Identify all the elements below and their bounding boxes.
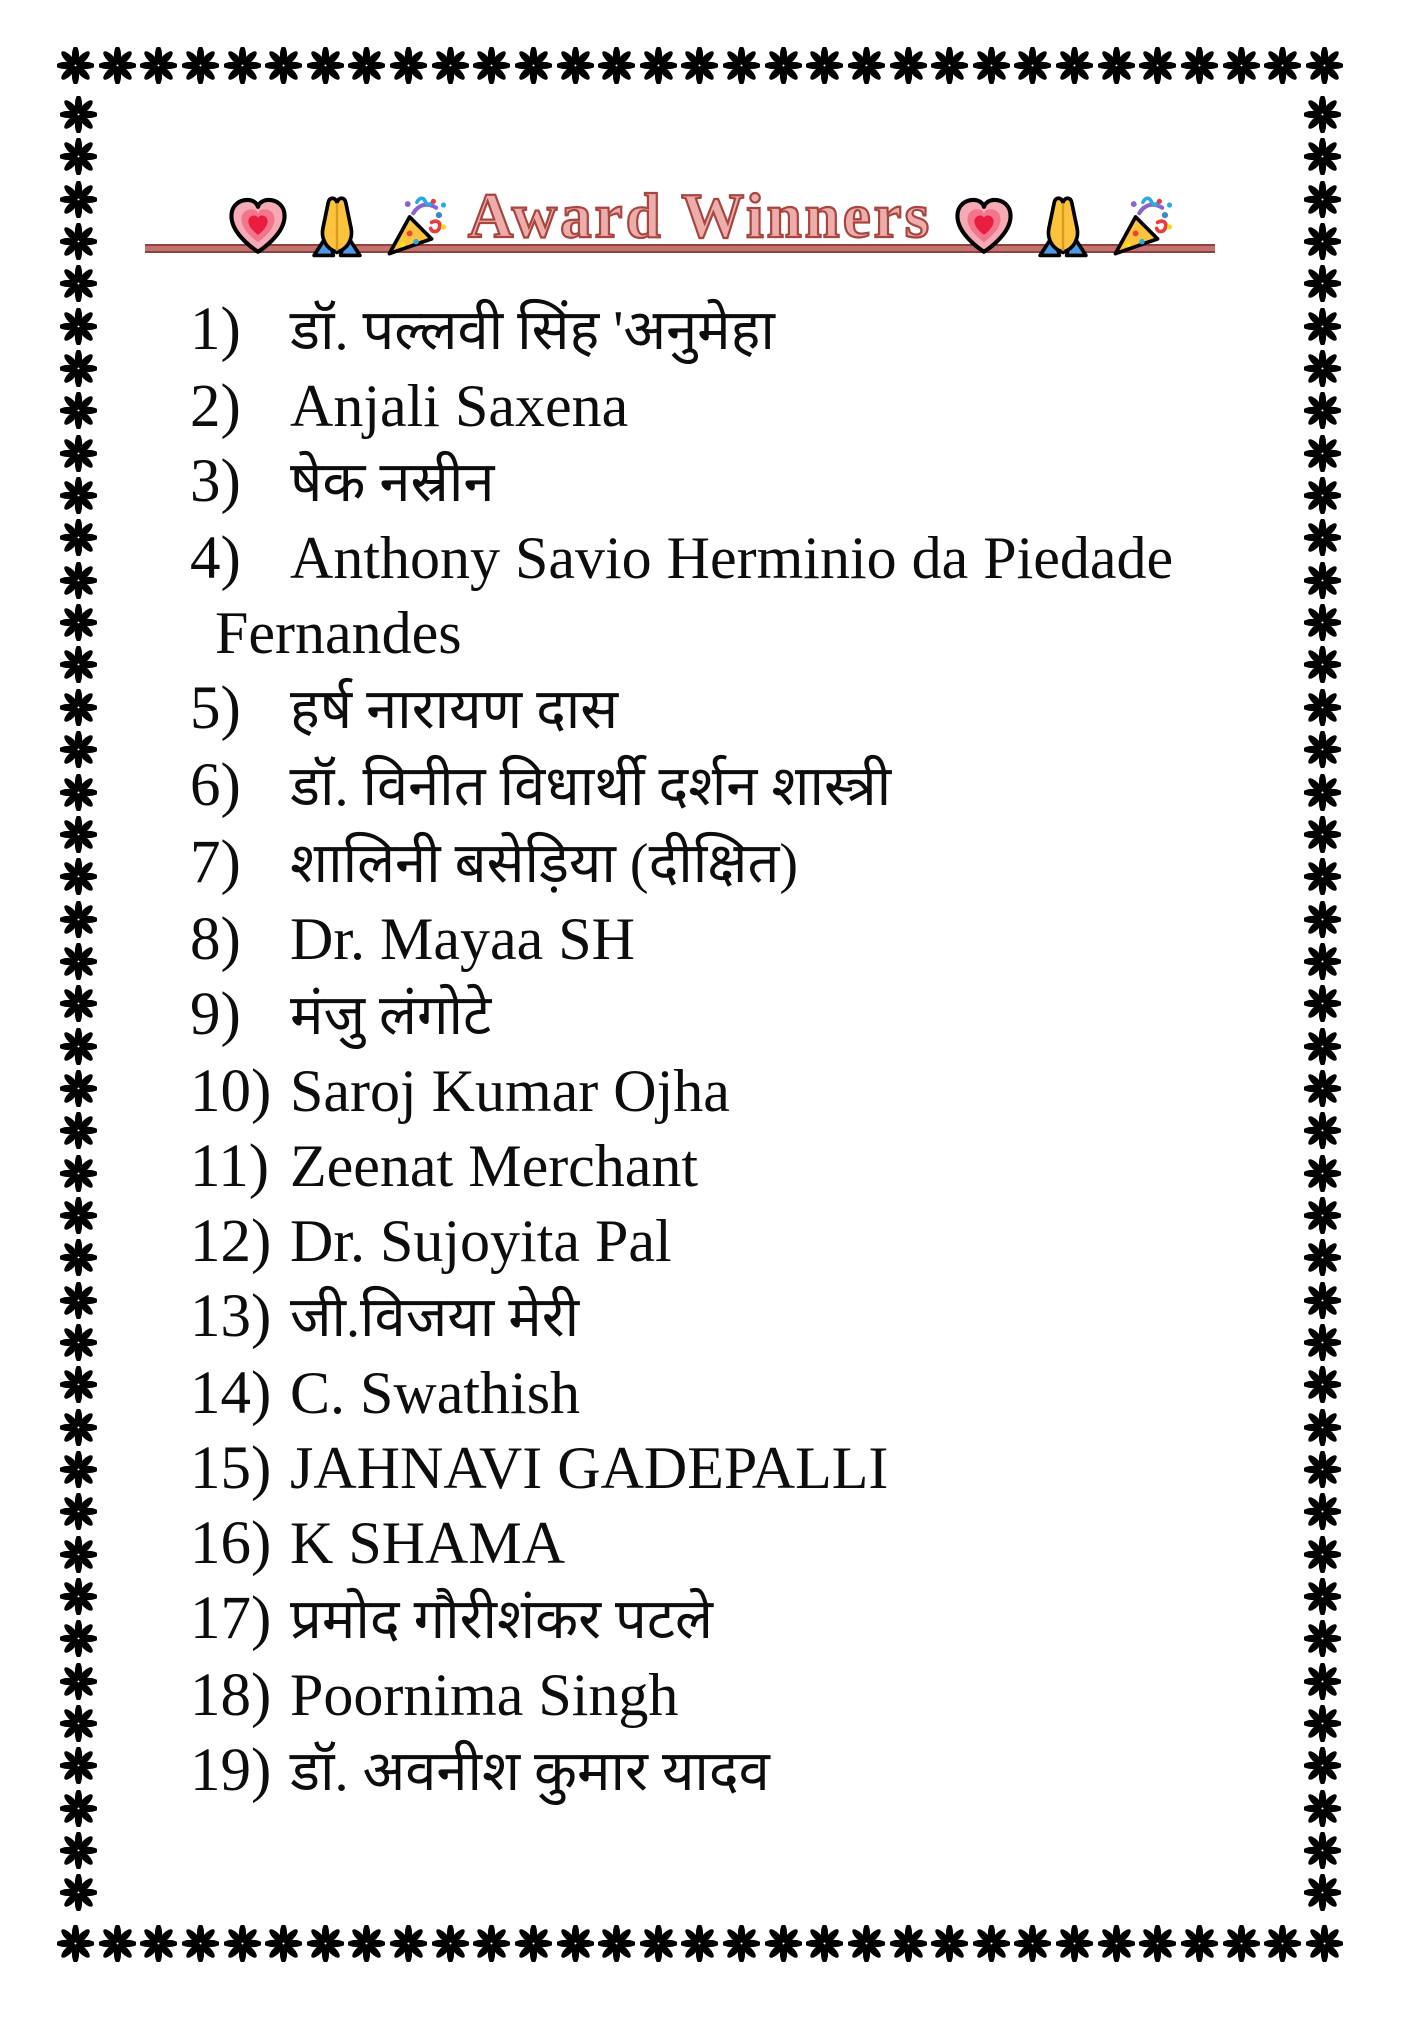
winner-name: जी.विजया मेरी: [290, 1287, 580, 1349]
asterisk-icon: [1304, 1493, 1341, 1530]
asterisk-icon: [1304, 1112, 1341, 1149]
asterisk-icon: [1304, 1747, 1341, 1784]
asterisk-icon: [60, 1747, 97, 1784]
list-item: [190, 1431, 1300, 1506]
asterisk-icon: [60, 1536, 97, 1573]
asterisk-icon: [265, 47, 302, 84]
asterisk-icon: [182, 1925, 219, 1962]
asterisk-icon: [432, 47, 469, 84]
asterisk-icon: [60, 689, 97, 726]
border-bottom: [57, 1922, 1343, 1964]
asterisk-icon: [60, 1409, 97, 1446]
asterisk-icon: [806, 47, 843, 84]
asterisk-icon: [1304, 985, 1341, 1022]
asterisk-icon: [1056, 47, 1093, 84]
asterisk-icon: [60, 96, 97, 133]
growing-heart-icon: [225, 194, 291, 260]
asterisk-icon: [60, 435, 97, 472]
asterisk-icon: [1304, 435, 1341, 472]
asterisk-icon: [60, 350, 97, 387]
party-popper-icon: [383, 194, 449, 260]
asterisk-icon: [390, 1925, 427, 1962]
list-item: [190, 1581, 1300, 1658]
folded-hands-icon: [1030, 194, 1096, 260]
list-item: [190, 748, 1300, 825]
asterisk-icon: [1304, 943, 1341, 980]
list-item: [190, 1279, 1300, 1356]
asterisk-icon: [60, 943, 97, 980]
asterisk-icon: [307, 1925, 344, 1962]
asterisk-icon: [60, 519, 97, 556]
asterisk-icon: [1304, 265, 1341, 302]
asterisk-icon: [99, 47, 136, 84]
item-number: 8): [190, 906, 241, 973]
asterisk-icon: [473, 47, 510, 84]
asterisk-icon: [681, 47, 718, 84]
asterisk-icon: [1304, 1239, 1341, 1276]
asterisk-icon: [60, 816, 97, 853]
party-popper-icon: [1109, 194, 1175, 260]
list-item: [190, 292, 1300, 369]
item-number: 18): [190, 1662, 272, 1729]
asterisk-icon: [1264, 47, 1301, 84]
asterisk-icon: [1304, 1832, 1341, 1869]
asterisk-icon: [1304, 901, 1341, 938]
asterisk-icon: [557, 47, 594, 84]
item-number: 10): [190, 1058, 272, 1125]
winner-name: डॉ. पल्लवी सिंह 'अनुमेहा: [290, 300, 775, 362]
asterisk-icon: [890, 47, 927, 84]
item-number: 12): [190, 1208, 272, 1275]
header: [57, 138, 1343, 252]
winner-name: Zeenat Merchant: [290, 1133, 699, 1199]
asterisk-icon: [973, 1925, 1010, 1962]
list-item: [190, 825, 1300, 902]
asterisk-icon: [224, 1925, 261, 1962]
asterisk-icon: [1223, 47, 1260, 84]
item-number: 15): [190, 1435, 272, 1502]
asterisk-icon: [57, 1925, 94, 1962]
asterisk-icon: [1304, 1366, 1341, 1403]
asterisk-icon: [60, 1663, 97, 1700]
asterisk-icon: [60, 901, 97, 938]
winner-name: डॉ. विनीत विधार्थी दर्शन शास्त्री: [290, 756, 892, 818]
asterisk-icon: [1304, 731, 1341, 768]
asterisk-icon: [1304, 1578, 1341, 1615]
item-number: 14): [190, 1360, 272, 1427]
asterisk-icon: [1304, 562, 1341, 599]
item-number: 4): [190, 525, 241, 592]
asterisk-icon: [806, 1925, 843, 1962]
asterisk-icon: [140, 1925, 177, 1962]
asterisk-icon: [598, 47, 635, 84]
list-item: [190, 1506, 1300, 1581]
item-number: 1): [190, 296, 241, 363]
list-item: [190, 1054, 1300, 1129]
item-number: 5): [190, 675, 241, 742]
asterisk-icon: [1304, 1324, 1341, 1361]
asterisk-icon: [1056, 1925, 1093, 1962]
winner-name: डॉ. अवनीश कुमार यादव: [290, 1741, 770, 1803]
asterisk-icon: [60, 1197, 97, 1234]
winner-name: JAHNAVI GADEPALLI: [290, 1435, 889, 1501]
emoji-group-right: [951, 194, 1175, 252]
asterisk-icon: [1304, 604, 1341, 641]
list-item: [190, 671, 1300, 748]
asterisk-icon: [60, 477, 97, 514]
asterisk-icon: [1304, 1536, 1341, 1573]
winner-name: शालिनी बसेड़िया (दीक्षित): [290, 833, 799, 895]
item-number: 17): [190, 1585, 272, 1652]
asterisk-icon: [60, 1790, 97, 1827]
asterisk-icon: [60, 1620, 97, 1657]
asterisk-icon: [60, 1578, 97, 1615]
asterisk-icon: [60, 1239, 97, 1276]
asterisk-icon: [640, 47, 677, 84]
asterisk-icon: [60, 858, 97, 895]
asterisk-icon: [60, 1282, 97, 1319]
asterisk-icon: [60, 308, 97, 345]
asterisk-icon: [931, 47, 968, 84]
asterisk-icon: [60, 1112, 97, 1149]
asterisk-icon: [390, 47, 427, 84]
list-item: [190, 1204, 1300, 1279]
asterisk-icon: [1304, 96, 1341, 133]
asterisk-icon: [1264, 1925, 1301, 1962]
asterisk-icon: [60, 731, 97, 768]
asterisk-icon: [1304, 858, 1341, 895]
item-number: 13): [190, 1283, 272, 1350]
asterisk-icon: [1304, 1155, 1341, 1192]
asterisk-icon: [473, 1925, 510, 1962]
asterisk-icon: [890, 1925, 927, 1962]
winner-name: Saroj Kumar Ojha: [290, 1058, 730, 1124]
asterisk-icon: [1304, 392, 1341, 429]
asterisk-icon: [1181, 47, 1218, 84]
page-title: Award Winners: [467, 181, 933, 251]
asterisk-icon: [60, 646, 97, 683]
asterisk-icon: [307, 47, 344, 84]
border-right: [1301, 96, 1343, 1912]
asterisk-icon: [1304, 646, 1341, 683]
growing-heart-icon: [951, 194, 1017, 260]
list-item: [190, 1129, 1300, 1204]
asterisk-icon: [515, 1925, 552, 1962]
asterisk-icon: [60, 1493, 97, 1530]
asterisk-icon: [1304, 689, 1341, 726]
asterisk-icon: [1139, 47, 1176, 84]
item-number: 3): [190, 448, 241, 515]
asterisk-icon: [1304, 1409, 1341, 1446]
winner-name: प्रमोद गौरीशंकर पटले: [290, 1589, 714, 1651]
asterisk-icon: [848, 1925, 885, 1962]
winner-name: Anthony Savio Herminio da Piedade Fernandes: [215, 525, 1174, 666]
asterisk-icon: [1304, 1070, 1341, 1107]
item-number: 6): [190, 752, 241, 819]
asterisk-icon: [598, 1925, 635, 1962]
asterisk-icon: [224, 47, 261, 84]
asterisk-icon: [1304, 1663, 1341, 1700]
asterisk-icon: [640, 1925, 677, 1962]
asterisk-icon: [348, 47, 385, 84]
asterisk-icon: [1304, 816, 1341, 853]
asterisk-icon: [60, 1155, 97, 1192]
asterisk-icon: [1304, 774, 1341, 811]
asterisk-icon: [1304, 477, 1341, 514]
asterisk-icon: [1181, 1925, 1218, 1962]
asterisk-icon: [1306, 47, 1343, 84]
asterisk-icon: [60, 604, 97, 641]
asterisk-icon: [1304, 1874, 1341, 1911]
emoji-group-left: [225, 194, 449, 252]
asterisk-icon: [1304, 1705, 1341, 1742]
asterisk-icon: [973, 47, 1010, 84]
winner-name: C. Swathish: [290, 1360, 581, 1426]
asterisk-icon: [1306, 1925, 1343, 1962]
asterisk-icon: [1223, 1925, 1260, 1962]
winner-name: Anjali Saxena: [290, 373, 629, 439]
asterisk-icon: [60, 774, 97, 811]
asterisk-icon: [1098, 47, 1135, 84]
asterisk-icon: [515, 47, 552, 84]
winner-name: Dr. Mayaa SH: [290, 906, 635, 972]
asterisk-icon: [60, 1070, 97, 1107]
winners-list: [190, 292, 1300, 1810]
asterisk-icon: [60, 1832, 97, 1869]
asterisk-icon: [723, 47, 760, 84]
border-top: [57, 44, 1343, 86]
item-number: 11): [190, 1133, 270, 1200]
folded-hands-icon: [304, 194, 370, 260]
list-item: [190, 444, 1300, 521]
asterisk-icon: [848, 47, 885, 84]
asterisk-icon: [1304, 1790, 1341, 1827]
asterisk-icon: [765, 47, 802, 84]
asterisk-icon: [1014, 47, 1051, 84]
list-item: [190, 977, 1300, 1054]
asterisk-icon: [60, 392, 97, 429]
asterisk-icon: [931, 1925, 968, 1962]
asterisk-icon: [1304, 1197, 1341, 1234]
asterisk-icon: [432, 1925, 469, 1962]
asterisk-icon: [348, 1925, 385, 1962]
asterisk-icon: [765, 1925, 802, 1962]
asterisk-icon: [1304, 1282, 1341, 1319]
asterisk-icon: [60, 1366, 97, 1403]
list-item: [190, 369, 1300, 444]
item-number: 7): [190, 829, 241, 896]
asterisk-icon: [60, 1324, 97, 1361]
asterisk-icon: [140, 47, 177, 84]
border-left: [57, 96, 99, 1912]
asterisk-icon: [723, 1925, 760, 1962]
list-item: [190, 521, 1300, 671]
asterisk-icon: [99, 1925, 136, 1962]
asterisk-icon: [557, 1925, 594, 1962]
asterisk-icon: [1304, 519, 1341, 556]
item-number: 19): [190, 1737, 272, 1804]
asterisk-icon: [60, 265, 97, 302]
asterisk-icon: [1139, 1925, 1176, 1962]
asterisk-icon: [60, 562, 97, 599]
asterisk-icon: [265, 1925, 302, 1962]
list-item: [190, 1658, 1300, 1733]
asterisk-icon: [60, 985, 97, 1022]
winner-name: Poornima Singh: [290, 1662, 679, 1728]
asterisk-icon: [1014, 1925, 1051, 1962]
item-number: 9): [190, 981, 241, 1048]
asterisk-icon: [182, 47, 219, 84]
asterisk-icon: [57, 47, 94, 84]
winner-name: षेक नस्रीन: [290, 452, 495, 514]
asterisk-icon: [681, 1925, 718, 1962]
asterisk-icon: [1304, 350, 1341, 387]
asterisk-icon: [1304, 1620, 1341, 1657]
list-item: [190, 1733, 1300, 1810]
asterisk-icon: [60, 1705, 97, 1742]
list-item: [190, 1356, 1300, 1431]
winner-name: हर्ष नारायण दास: [290, 679, 619, 741]
item-number: 16): [190, 1510, 272, 1577]
asterisk-icon: [60, 1874, 97, 1911]
asterisk-icon: [60, 1028, 97, 1065]
asterisk-icon: [1304, 1028, 1341, 1065]
asterisk-icon: [1304, 1451, 1341, 1488]
winner-name: मंजु लंगोटे: [290, 985, 492, 1047]
item-number: 2): [190, 373, 241, 440]
winner-name: Dr. Sujoyita Pal: [290, 1208, 672, 1274]
list-item: [190, 902, 1300, 977]
asterisk-icon: [1098, 1925, 1135, 1962]
asterisk-icon: [60, 1451, 97, 1488]
winner-name: K SHAMA: [290, 1510, 566, 1576]
asterisk-icon: [1304, 308, 1341, 345]
